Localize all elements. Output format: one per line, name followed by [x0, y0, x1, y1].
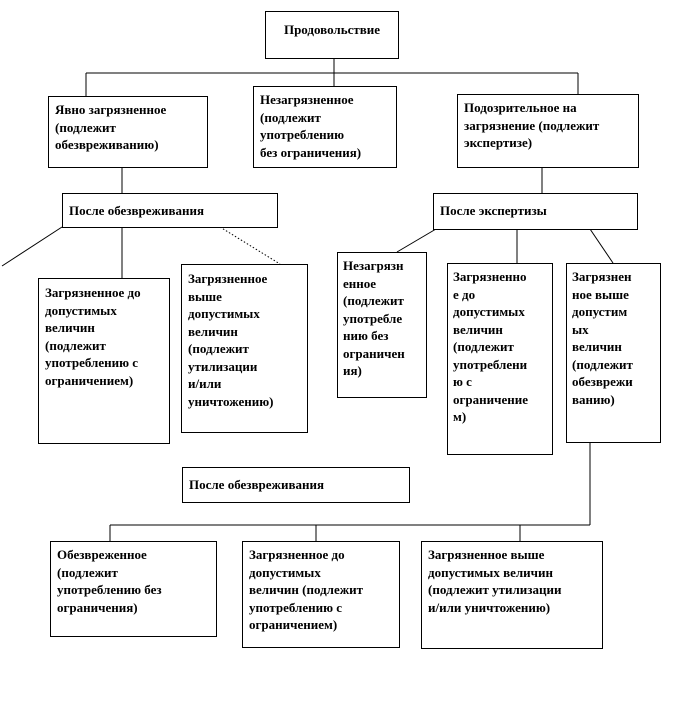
uncontaminated-box: Незагрязненное (подлежит употреблению без ограничения)	[253, 86, 397, 168]
right-above-limits-box: Загрязнен ное выше допустим ых величин (подлежит обезврежи ванию)	[566, 263, 661, 443]
right-below-limits-box: Загрязненно е до допустимых величин (подлежит употреблени ю с ограничение м)	[447, 263, 553, 455]
left-below-limits-box: Загрязненное до допустимых величин (подлежит употреблению с ограничением)	[38, 278, 170, 444]
left-above-limits-box: Загрязненное выше допустимых величин (подлежит утилизации и/или уничтожению)	[181, 264, 308, 433]
connector-expertise-to-uncontaminated	[397, 229, 436, 252]
bottom-decontaminated-box: Обезвреженное (подлежит употреблению без ограничения)	[50, 541, 217, 637]
after-expertise-box: После экспертизы	[433, 193, 638, 230]
right-uncontaminated-box: Незагрязн енное (подлежит употребле нию без ограничен ия)	[337, 252, 427, 398]
suspected-box: Подозрительное на загрязнение (подлежит экспертизе)	[457, 94, 639, 168]
after-decontamination-left-box: После обезвреживания	[62, 193, 278, 228]
bottom-below-limits-box: Загрязненное до допустимых величин (подлежит употреблению с ограничением)	[242, 541, 400, 648]
after-decontamination-bottom-box: После обезвреживания	[182, 467, 410, 503]
root-box: Продовольствие	[265, 11, 399, 59]
connector-expertise-to-above	[590, 229, 613, 263]
connector-after-to-left-edge	[2, 227, 62, 266]
bottom-above-limits-box: Загрязненное выше допустимых величин (подлежит утилизации и/или уничтожению)	[421, 541, 603, 649]
connector-after-to-above-limits	[220, 227, 280, 264]
obviously-contaminated-box: Явно загрязненное (подлежит обезвреживанию)	[48, 96, 208, 168]
